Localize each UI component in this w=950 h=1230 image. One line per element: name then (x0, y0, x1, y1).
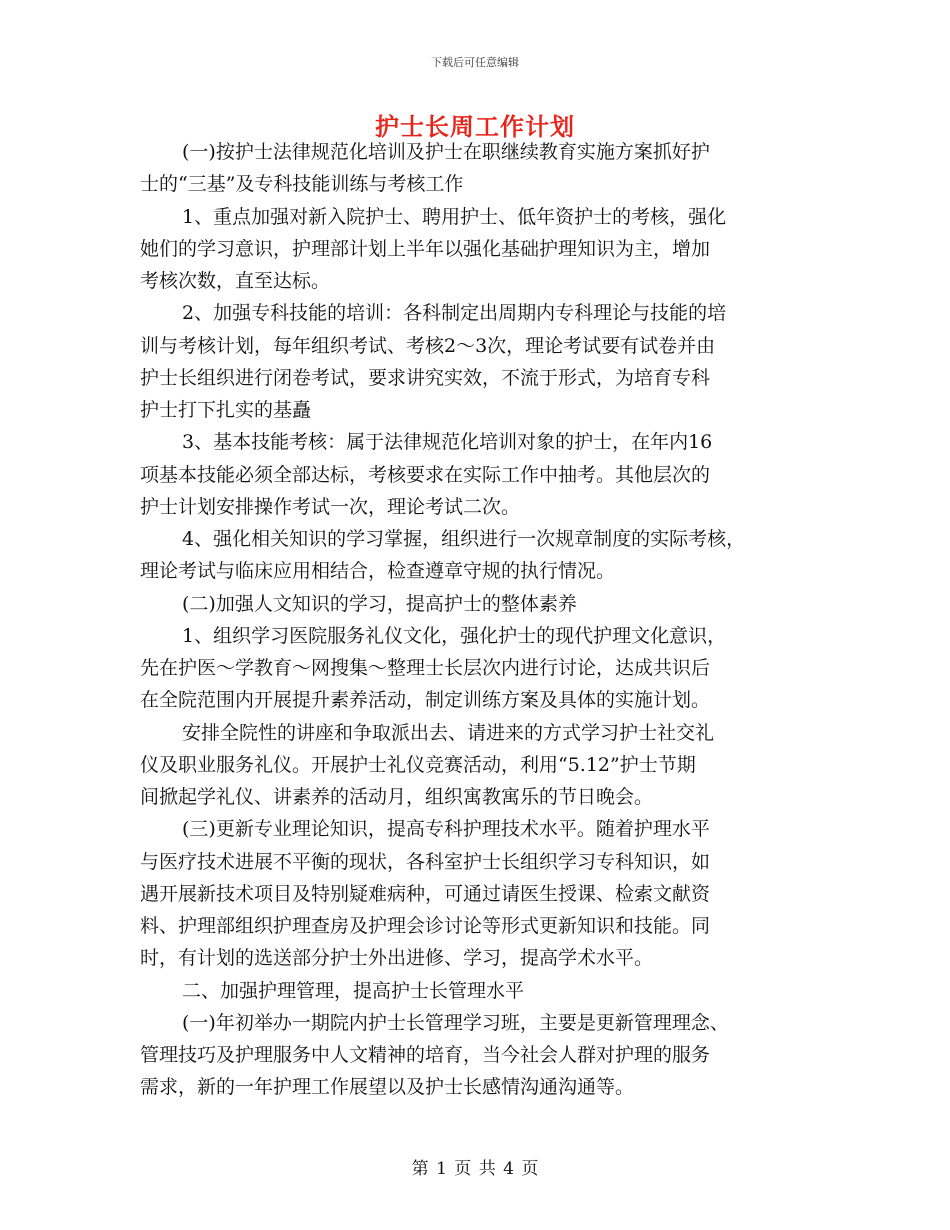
text-line: 护士长组织进行闭卷考试，要求讲究实效，不流于形式，为培育专科 (140, 366, 711, 389)
text-line: 遇开展新技术项目及特别疑难病种，可通过请医生授课、检索文献资 (140, 882, 711, 905)
text-line: 安排全院性的讲座和争取派出去、请进来的方式学习护士社交礼 (182, 721, 715, 744)
text-line: 仪及职业服务礼仪。开展护士礼仪竞赛活动，利用“5.12”护士节期 (140, 753, 696, 776)
text-line: 1、重点加强对新入院护士、聘用护士、低年资护士的考核，强化 (182, 205, 727, 228)
header-note: 下载后可任意编辑 (431, 56, 519, 69)
text-line: 在全院范围内开展提升素养活动，制定训练方案及具体的实施计划。 (140, 689, 711, 712)
text-line: 二、加强护理管理，提高护士长管理水平 (182, 979, 525, 1002)
text-line: 先在护医～学教育～网搜集～整理士长层次内进行讨论，达成共识后 (140, 657, 711, 679)
text-line: 她们的学习意识，护理部计划上半年以强化基础护理知识为主，增加 (140, 237, 711, 260)
page-footer: 第 1 页 共 4 页 (411, 1159, 539, 1179)
text-line: 训与考核计划，每年组织考试、考核2～3次，理论考试要有试卷并由 (140, 334, 716, 357)
text-line: (一)年初举办一期院内护士长管理学习班，主要是更新管理理念、 (182, 1011, 729, 1034)
text-line: 理论考试与临床应用相结合，检查遵章守规的执行情况。 (140, 560, 616, 583)
text-line: 护士打下扎实的基矗 (140, 399, 312, 421)
document-title: 护士长周工作计划 (375, 112, 575, 141)
body-text (140, 136, 830, 1104)
text-line: 间掀起学礼仪、讲素养的活动月，组织寓教寓乐的节日晚会。 (140, 786, 654, 808)
text-line: 考核次数，直至达标。 (140, 270, 331, 292)
text-line: 项基本技能必须全部达标，考核要求在实际工作中抽考。其他层次的 (140, 463, 711, 486)
text-line: 1、组织学习医院服务礼仪文化，强化护士的现代护理文化意识， (182, 624, 727, 647)
text-line: (一)按护士法律规范化培训及护士在职继续教育实施方案抓好护 (182, 141, 710, 163)
text-line: 4、强化相关知识的学习掌握，组织进行一次规章制度的实际考核， (182, 528, 746, 550)
text-line: 护士计划安排操作考试一次，理论考试二次。 (140, 495, 521, 518)
text-line: (三)更新专业理论知识，提高专科护理技术水平。随着护理水平 (182, 818, 710, 841)
text-line: 管理技巧及护理服务中人文精神的培育，当今社会人群对护理的服务 (140, 1044, 711, 1066)
text-line: 3、基本技能考核：属于法律规范化培训对象的护士，在年内16 (182, 431, 713, 454)
text-line: 与医疗技术进展不平衡的现状，各科室护士长组织学习专科知识，如 (140, 850, 711, 873)
text-line: 2、加强专科技能的培训：各科制定出周期内专科理论与技能的培 (182, 302, 727, 325)
text-line: 料、护理部组织护理查房及护理会诊讨论等形式更新知识和技能。同 (140, 915, 711, 937)
text-line: (二)加强人文知识的学习，提高护士的整体素养 (182, 592, 577, 615)
text-line: 时，有计划的选送部分护士外出进修、学习，提高学术水平。 (140, 947, 654, 970)
text-line: 士的“三基”及专科技能训练与考核工作 (140, 173, 464, 196)
text-line: 需求，新的一年护理工作展望以及护士长感情沟通沟通等。 (140, 1076, 635, 1099)
